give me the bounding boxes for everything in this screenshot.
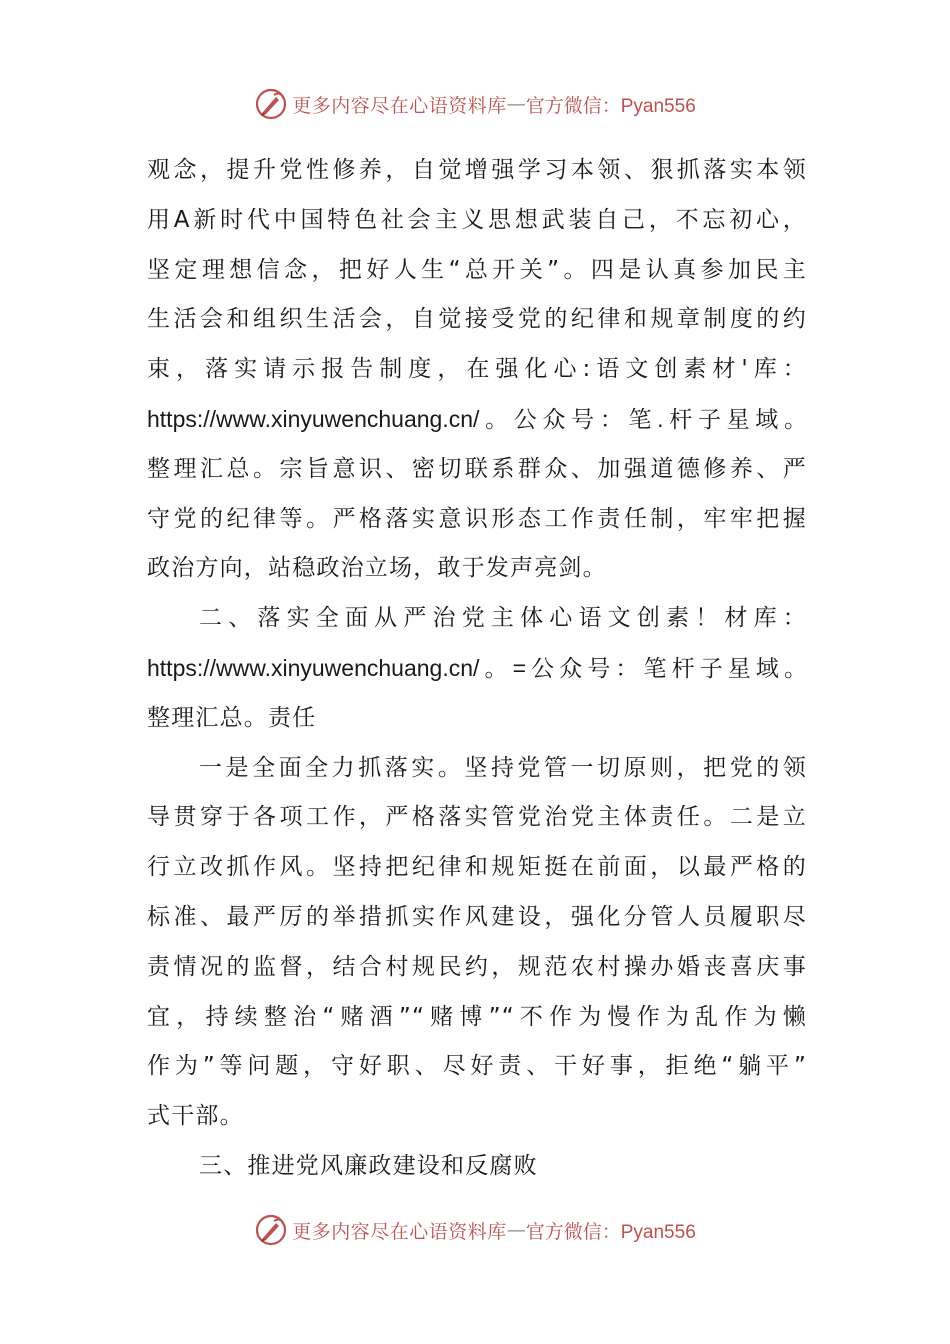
- header-banner: [0, 82, 950, 126]
- body-line: 整理汇总。责任: [147, 704, 317, 731]
- body-line: 一是全面全力抓落实。坚持党管一切原则，把党的领: [199, 754, 807, 781]
- banner-contact: 官方微信：Pyan556: [525, 95, 696, 117]
- body-line: 宜，持续整治“赌酒”“赌博”“不作为慢作为乱作为懒: [147, 1003, 807, 1030]
- body-line: 行立改抓作风。坚持把纪律和规矩挺在前面，以最严格的: [147, 854, 807, 881]
- body-line: 整理汇总。宗旨意识、密切联系群众、加强道德修养、严: [147, 455, 807, 482]
- banner-title: 更多内容尽在心语资料库: [292, 94, 507, 117]
- body-line: 责情况的监督，结合村规民约，规范农村操办婚丧喜庆事: [147, 953, 807, 980]
- body-line: 束，落实请示报告制度，在强化心:语文创素材'库：: [147, 356, 807, 383]
- section-heading-2: 二、落实全面从严治党主体心语文创素！材库：: [199, 605, 807, 632]
- pen-logo-icon: [254, 87, 288, 121]
- body-line: 式干部。: [147, 1103, 244, 1130]
- banner-contact: 官方微信：Pyan556: [525, 1221, 696, 1243]
- body-line-url: https://www.xinyuwenchuang.cn/。公众号：笔.杆子星域。: [147, 405, 807, 432]
- body-line: 政治方向，站稳政治立场，敢于发声亮剑。: [147, 555, 607, 582]
- body-line: 作为”等问题，守好职、尽好责、干好事，拒绝“躺平”: [147, 1053, 807, 1080]
- body-line-url: https://www.xinyuwenchuang.cn/。=公众号：笔杆子星域。: [147, 654, 807, 681]
- body-line: 导贯穿于各项工作，严格落实管党治党主体责任。二是立: [147, 804, 807, 831]
- body-line: 观念，提升党性修养，自觉增强学习本领、狠抓落实本领: [147, 157, 807, 183]
- footer-banner: [0, 1208, 950, 1252]
- banner-dash: —: [506, 1219, 526, 1241]
- body-line: 标准、最严厉的举措抓实作风建设，强化分管人员履职尽: [147, 903, 807, 930]
- document-body: [147, 146, 807, 1192]
- body-line: 坚定理想信念，把好人生“总开关”。四是认真参加民主: [147, 256, 807, 283]
- body-line: 生活会和组织生活会，自觉接受党的纪律和规章制度的约: [147, 306, 807, 333]
- body-line: 用A新时代中国特色社会主义思想武装自己，不忘初心，: [147, 206, 807, 233]
- banner-title: 更多内容尽在心语资料库: [292, 1220, 507, 1243]
- section-heading-3: 三、推进党风廉政建设和反腐败: [199, 1152, 538, 1179]
- pen-logo-icon: [254, 1213, 288, 1247]
- body-line: 守党的纪律等。严格落实意识形态工作责任制，牢牢把握: [147, 505, 807, 532]
- banner-dash: —: [506, 93, 526, 115]
